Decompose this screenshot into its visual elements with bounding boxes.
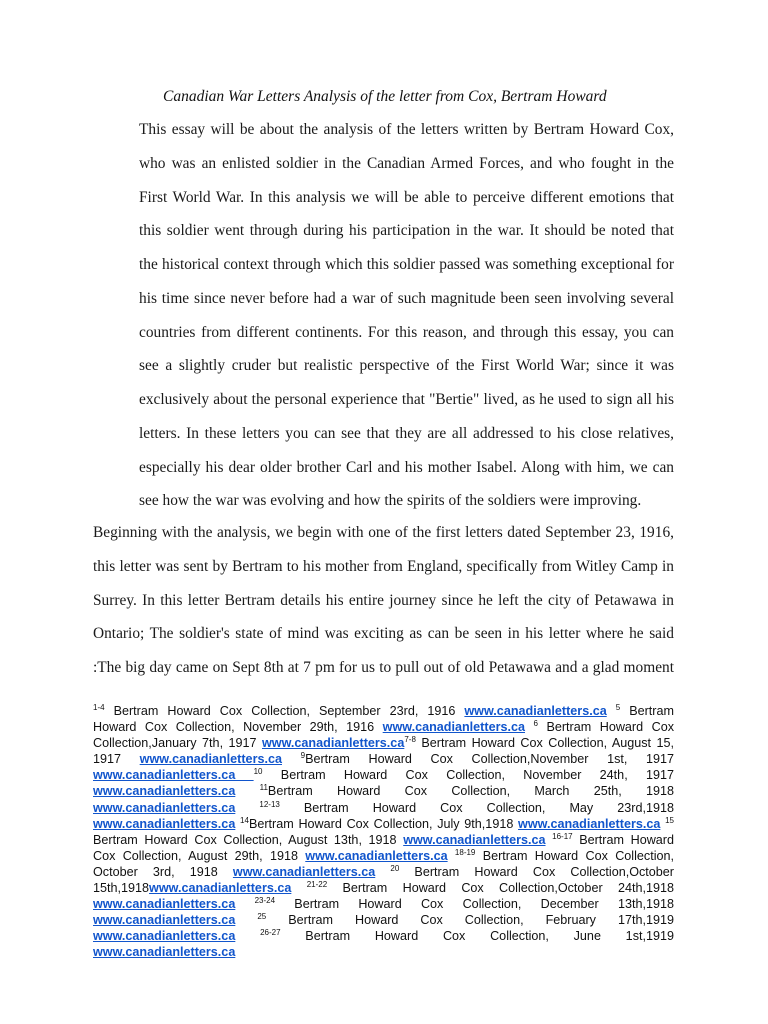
- footnote-line: [93, 912, 674, 928]
- footnote-number: 16-17: [552, 831, 573, 841]
- paragraph-1-line: the historical context through which this soldier passed was something exceptional for: [139, 256, 674, 273]
- footnote-text: Bertram Howard Cox Collection, May 23rd,1918: [279, 800, 674, 815]
- footnote-text: [235, 801, 259, 815]
- footnote-text: [448, 849, 455, 863]
- footnote-line: [93, 703, 674, 719]
- canadianletters-link[interactable]: www.canadianletters.ca: [93, 913, 236, 928]
- canadianletters-link[interactable]: www.canadianletters.ca: [149, 881, 292, 896]
- footnote-text: [235, 784, 259, 798]
- footnote-text: [235, 913, 257, 927]
- paragraph-2-line: this letter was sent by Bertram to his mother from England, specifically from Witley Camp in: [93, 557, 674, 575]
- canadianletters-link[interactable]: www.canadianletters.ca: [464, 704, 607, 718]
- canadianletters-link[interactable]: www.canadianletters.ca: [93, 768, 254, 783]
- footnote-number: 11: [259, 783, 268, 793]
- footnote-text: Collection,January 7th, 1917: [93, 736, 262, 751]
- footnote-text: Bertram Howard Cox Collection,October 24th,1918: [327, 881, 674, 896]
- canadianletters-link[interactable]: www.canadianletters.ca: [93, 800, 236, 815]
- footnote-text: Bertram Howard Cox Collection, December 13th,1918: [275, 897, 674, 912]
- footnote-line: [93, 735, 674, 751]
- paragraph-2-line: :The big day came on Sept 8th at 7 pm for us to pull out of old Petawawa and a glad moment: [93, 659, 674, 676]
- footnote-line: [93, 864, 674, 880]
- canadianletters-link[interactable]: www.canadianletters.ca: [262, 736, 405, 751]
- footnote-line: [93, 896, 674, 912]
- footnote-number: 5: [615, 702, 621, 712]
- footnote-number: 12-13: [259, 799, 280, 809]
- footnote-text: Bertram Howard Cox Collection, November 24th, 1917: [262, 768, 674, 783]
- footnote-line: [93, 832, 674, 848]
- paragraph-1-line: letters. In these letters you can see that they are all addressed to his close relatives,: [139, 424, 674, 442]
- footnote-number: 14: [240, 815, 249, 825]
- footnote-text: Cox Collection, August 29th, 1918: [93, 848, 306, 863]
- footnote-text: Bertram Howard Cox Collection,October: [399, 864, 675, 879]
- canadianletters-link[interactable]: www.canadianletters.ca: [518, 816, 661, 831]
- footnote-number: 21-22: [306, 879, 328, 889]
- footnote-text: Bertram Howard Cox Collection, June 1st,1919: [280, 929, 675, 944]
- footnote-number: 6: [533, 718, 538, 728]
- canadianletters-link[interactable]: www.canadianletters.ca: [93, 897, 236, 912]
- footnote-text: [525, 720, 534, 734]
- footnote-text: Bertram Howard Cox Collection, July 9th,1918: [248, 816, 519, 831]
- footnote-line: [93, 800, 674, 816]
- document-title: Canadian War Letters Analysis of the letter from Cox, Bertram Howard: [163, 88, 607, 105]
- footnote-line: [93, 848, 674, 864]
- paragraph-2-line: Surrey. In this letter Bertram details his entire journey since he left the city of Petawawa in: [93, 591, 674, 609]
- paragraph-1-line: exclusively about the personal experience that "Bertie" lived, as he used to sign all his: [139, 391, 674, 408]
- footnote-text: Bertram Howard Cox Collection, September 23rd, 1916: [104, 704, 465, 718]
- footnote-line: [93, 928, 674, 944]
- paragraph-2-line: Ontario; The soldier's state of mind was exciting as can be seen in his letter where he said: [93, 625, 674, 643]
- footnote-number: 1-4: [93, 702, 105, 712]
- paragraph-1-line: First World War. In this analysis we will be able to perceive different emotions that: [139, 188, 674, 206]
- canadianletters-link[interactable]: www.canadianletters.ca: [93, 816, 236, 831]
- footnote-number: 15: [665, 815, 674, 825]
- footnote-text: [607, 704, 616, 718]
- canadianletters-link[interactable]: www.canadianletters.ca: [139, 752, 282, 767]
- paragraph-1-line: see how the war was evolving and how the spirits of the soldiers were improving.: [139, 492, 642, 510]
- paragraph-1-line: his time since never before had a war of such magnitude been seen involving several: [139, 289, 674, 307]
- footnote-text: Bertram Howard Cox Collection,November 1st, 1917: [305, 752, 675, 767]
- footnote-line: [93, 783, 674, 799]
- footnote-text: Bertram: [620, 704, 674, 718]
- footnotes-section: [93, 703, 674, 961]
- footnote-number: 26-27: [260, 928, 281, 938]
- canadianletters-link[interactable]: www.canadianletters.ca: [403, 832, 546, 847]
- footnote-text: [235, 929, 260, 943]
- footnote-number: 10: [253, 767, 263, 777]
- footnote-text: [291, 881, 306, 895]
- footnote-number: 20: [390, 863, 400, 873]
- paragraph-1-line: countries from different continents. For this reason, and through this essay, you can: [139, 323, 674, 341]
- footnote-text: Howard Cox Collection, November 29th, 1916: [93, 720, 383, 735]
- paragraph-1-line: who was an enlisted soldier in the Canadian Armed Forces, and who fought in the: [139, 154, 674, 172]
- footnote-text: Bertram Howard Cox Collection, February 17th,1919: [266, 913, 674, 928]
- footnote-text: [235, 897, 254, 911]
- footnote-text: Bertram Howard Cox Collection, March 25th, 1918: [267, 784, 674, 799]
- footnote-text: Bertram Howard Cox Collection,: [475, 848, 675, 863]
- canadianletters-link[interactable]: www.canadianletters.ca: [305, 848, 448, 863]
- footnote-line: [93, 751, 674, 767]
- footnote-text: October 3rd, 1918: [93, 864, 233, 879]
- footnote-text: 1917: [93, 752, 140, 767]
- canadianletters-link[interactable]: www.canadianletters.ca: [93, 784, 236, 799]
- footnote-line: [93, 719, 674, 735]
- footnote-number: 18-19: [454, 847, 476, 857]
- paragraph-1-line: This essay will be about the analysis of the letters written by Bertram Howard Cox,: [139, 121, 674, 138]
- footnote-number: 23-24: [254, 895, 276, 905]
- footnote-line: [93, 880, 674, 896]
- footnote-line: [93, 767, 674, 783]
- footnote-text: Bertram Howard Cox: [537, 720, 675, 735]
- paragraph-1-line: especially his dear older brother Carl and his mother Isabel. Along with him, we can: [139, 458, 674, 476]
- canadianletters-link[interactable]: www.canadianletters.ca: [232, 864, 376, 879]
- footnote-number: 25: [257, 912, 267, 922]
- footnote-text: 15th,1918: [93, 881, 150, 896]
- paragraph-2-line: Beginning with the analysis, we begin with one of the first letters dated September 23, 1916,: [93, 524, 674, 541]
- canadianletters-link[interactable]: www.canadianletters.ca: [382, 720, 525, 735]
- footnote-line: [93, 816, 674, 832]
- canadianletters-link[interactable]: www.canadianletters.ca: [93, 929, 236, 944]
- paragraph-1-line: this soldier went through during his participation in the war. It should be noted that: [139, 222, 674, 240]
- footnote-number: 9: [300, 751, 306, 761]
- footnote-text: Bertram Howard Cox Collection, August 13th, 1918: [93, 832, 404, 847]
- footnote-line: [93, 944, 674, 960]
- footnote-text: Bertram Howard: [572, 832, 674, 847]
- footnote-text: [282, 752, 301, 766]
- paragraph-1-line: see a slightly cruder but realistic perspective of the First World War; since it was: [139, 357, 674, 375]
- footnote-number: 7-8: [404, 735, 416, 744]
- footnote-text: [375, 865, 390, 879]
- canadianletters-link[interactable]: www.canadianletters.ca: [93, 945, 236, 960]
- footnote-text: Bertram Howard Cox Collection, August 15,: [415, 736, 675, 751]
